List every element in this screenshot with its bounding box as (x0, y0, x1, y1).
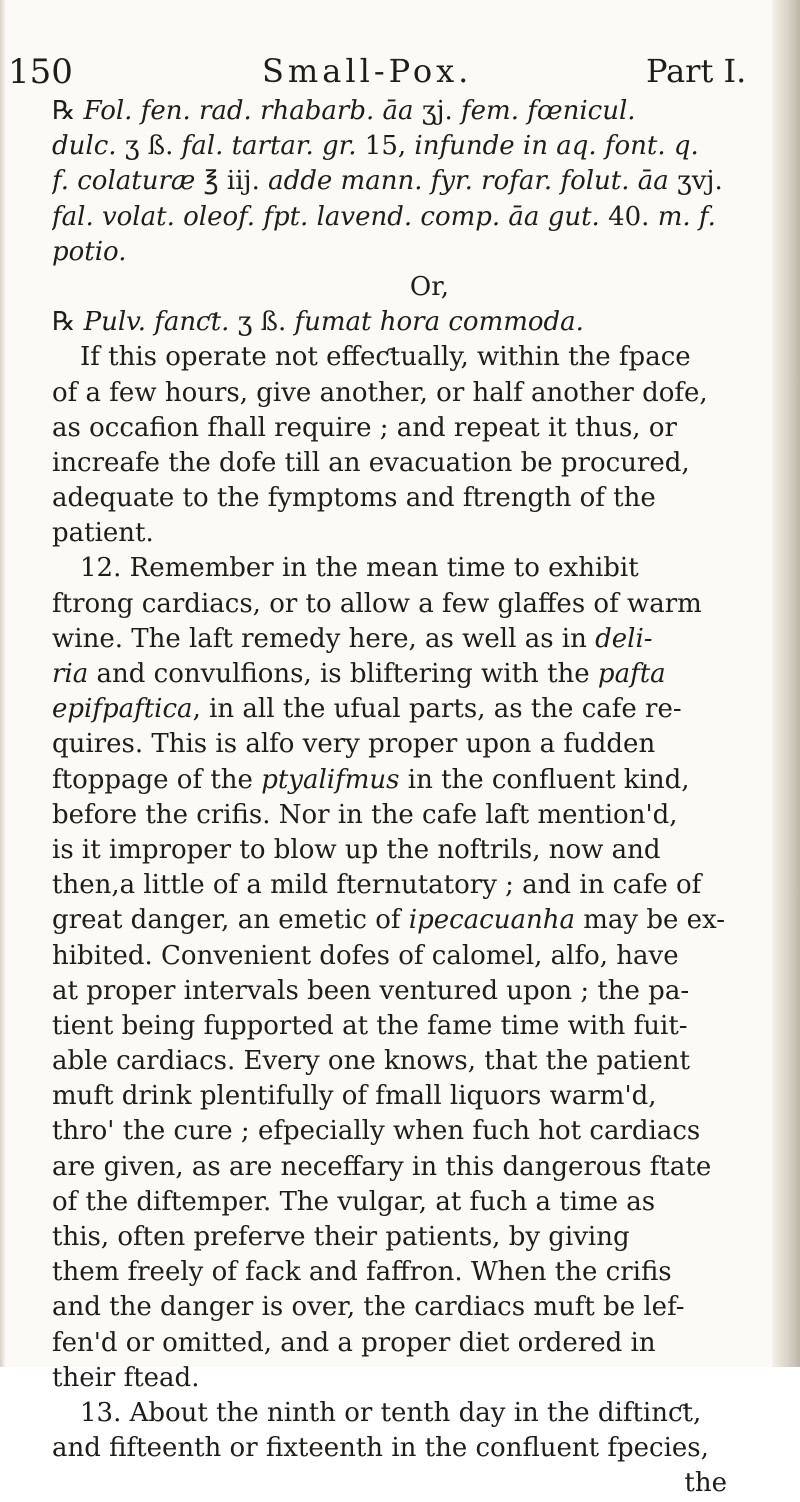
italic-segment: fumat hora commoda. (294, 307, 584, 338)
text-line (52, 305, 767, 340)
text-segment: at proper intervals been ventured upon ; the pa- (52, 975, 690, 1006)
text-line (52, 1431, 767, 1466)
text-segment: 15, (356, 131, 415, 162)
text-segment: of the diftemper. The vulgar, at fuch a time as (52, 1186, 656, 1217)
text-segment: the (684, 1468, 727, 1499)
text-line (52, 798, 767, 833)
text-line (52, 481, 767, 516)
text-segment: ʒj. (413, 96, 462, 126)
text-segment: adequate to the fymptoms and ftrength of the (52, 483, 656, 514)
text-line (52, 1079, 767, 1114)
text-segment: 40. (599, 201, 658, 232)
text-segment: in the confluent kind, (399, 764, 690, 795)
text-line (52, 1114, 767, 1149)
italic-segment: fem. fœnicul. (461, 96, 636, 126)
text-line (52, 587, 767, 622)
text-segment: hibited. Convenient dofes of calomel, alfo, have (52, 940, 679, 971)
text-line (52, 1290, 767, 1325)
text-line (52, 939, 767, 974)
text-line (52, 727, 767, 762)
page-gutter-shadow (0, 0, 6, 1367)
text-line (52, 1255, 767, 1290)
text-line (52, 763, 767, 798)
text-segment: If this operate not effeƈtually, within the fpace (80, 342, 691, 373)
text-segment: , in all the ufual parts, as the cafe re- (192, 694, 682, 725)
text-line (52, 1185, 767, 1220)
text-segment: ℞ (52, 307, 84, 338)
text-segment: ℞ (52, 96, 84, 126)
italic-segment: m. f. (657, 201, 716, 232)
text-line (52, 270, 767, 305)
italic-segment: ipecacuanha (408, 905, 575, 936)
running-title: Small-Pox. (262, 52, 473, 90)
text-segment: fen'd or omitted, and a proper diet ordered in (52, 1327, 656, 1358)
text-segment: ʒ ß. (229, 307, 295, 338)
italic-segment: f. colaturæ (52, 166, 196, 197)
text-line (52, 657, 767, 692)
text-segment: this, often preferve their patients, by giving (52, 1222, 630, 1252)
text-segment: able cardiacs. Every one knows, that the patient (52, 1046, 691, 1077)
text-line (52, 516, 767, 551)
text-segment: quires. This is alfo very proper upon a fudden (52, 729, 656, 760)
text-line (52, 903, 767, 938)
text-line (52, 1466, 767, 1501)
text-line (52, 164, 767, 199)
text-segment: are given, as are neceffary in this dangerous ftate (52, 1151, 712, 1182)
text-line (52, 692, 767, 727)
text-line (52, 200, 767, 235)
text-line (52, 868, 767, 903)
text-line (52, 1396, 767, 1431)
italic-segment: Fol. fen. rad. rhabarb. āa (83, 96, 414, 126)
text-segment: great danger, an emetic of (52, 905, 409, 936)
text-segment: may be ex- (574, 905, 726, 936)
text-segment: their ftead. (52, 1362, 200, 1393)
text-line (52, 446, 767, 481)
text-segment: then,a little of a mild fternutatory ; and in cafe of (52, 870, 702, 901)
text-line (52, 974, 767, 1009)
text-segment: is it improper to blow up the noftrils, now and (52, 834, 661, 865)
text-segment: wine. The laft remedy here, as well as in (52, 623, 596, 654)
text-line (52, 1044, 767, 1079)
text-segment: patient. (52, 518, 154, 549)
text-segment: and convulfions, is bliftering with the (88, 659, 598, 689)
page-edge-shadow (772, 0, 800, 1367)
running-header (0, 52, 800, 92)
italic-segment: fal. tartar. gr. (181, 131, 357, 162)
text-segment: ftrong cardiacs, or to allow a few glaffes of warm (52, 588, 702, 619)
text-line (52, 1150, 767, 1185)
text-segment: before the crifis. Nor in the cafe laft mention'd, (52, 799, 678, 830)
part-label: Part I. (646, 52, 747, 90)
text-segment: them freely of fack and faffron. When the crifis (52, 1257, 672, 1288)
italic-segment: pafta (597, 659, 666, 689)
text-segment: muft drink plentifully of fmall liquors warm'd, (52, 1081, 657, 1112)
italic-segment: infunde in aq. font. q. (414, 131, 699, 162)
text-segment: ʒ ß. (116, 131, 182, 162)
text-segment: as occafion fhall require ; and repeat it thus, or (52, 412, 677, 443)
italic-segment: adde mann. fyr. rofar. folut. āa (268, 166, 669, 197)
text-line (52, 411, 767, 446)
italic-segment: dulc. (52, 131, 117, 162)
italic-segment: ria (52, 659, 89, 689)
text-segment: and fifteenth or fixteenth in the confluent fpecies, (52, 1433, 709, 1464)
text-line (52, 1220, 767, 1255)
text-segment: tient being fupported at the fame time with fuit- (52, 1010, 688, 1041)
text-segment: Or, (409, 271, 450, 302)
text-segment: increafe the dofe till an evacuation be procured, (52, 447, 690, 478)
italic-segment: ptyalifmus (261, 764, 400, 795)
italic-segment: epifpaftica (52, 694, 193, 725)
text-segment: ftoppage of the (52, 764, 262, 795)
text-line (52, 235, 767, 270)
text-line (52, 94, 767, 129)
italic-segment: Pulv. fanƈt. (83, 307, 230, 338)
text-segment: 12. Remember in the mean time to exhibit (80, 553, 639, 584)
page-number: 150 (8, 52, 73, 92)
text-line (52, 833, 767, 868)
text-line (52, 622, 767, 657)
body-text (52, 94, 767, 1502)
text-line (52, 1009, 767, 1044)
text-segment: of a few hours, give another, or half another dofe, (52, 377, 708, 408)
text-line (52, 129, 767, 164)
text-segment: 13. About the ninth or tenth day in the diftinƈt, (80, 1397, 702, 1428)
text-segment: and the danger is over, the cardiacs muft be lef- (52, 1292, 685, 1323)
italic-segment: fal. volat. oleof. fpt. lavend. comp. āa gut. (52, 201, 600, 232)
text-line (52, 551, 767, 586)
text-segment: thro' the cure ; efpecially when fuch hot cardiacs (52, 1116, 701, 1147)
text-segment: ℥ iij. (195, 166, 269, 197)
text-line (52, 376, 767, 411)
text-line (52, 1361, 767, 1396)
italic-segment: potio. (52, 236, 127, 267)
text-line (52, 1326, 767, 1361)
text-segment: ʒvj. (668, 166, 723, 197)
text-line (52, 340, 767, 375)
italic-segment: deli- (595, 623, 653, 654)
